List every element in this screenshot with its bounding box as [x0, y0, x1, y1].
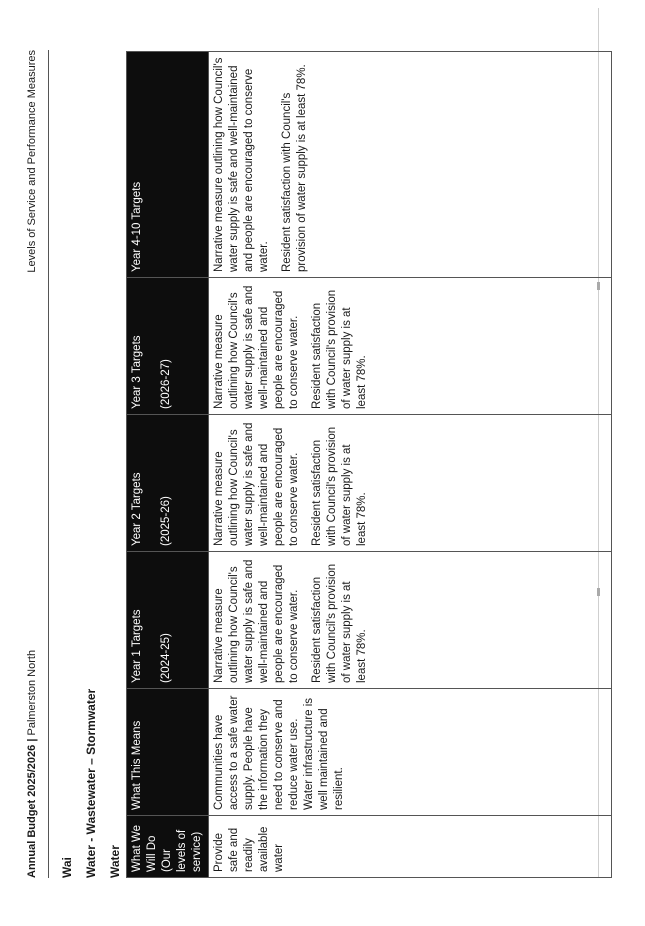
year2-narrative: Narrative measure outlining how Council's water supply is safe and well-maintained and people are encouraged to conserve water. [213, 422, 300, 546]
col-header-year4-10: Year 4-10 Targets [127, 52, 209, 278]
col-header-meaning: What This Means [127, 689, 209, 816]
org-name: Palmerston North [26, 649, 38, 736]
header-rule [48, 50, 49, 878]
cell-service: Provide safe and readily available water [209, 816, 612, 878]
col-header-year3: Year 3 Targets (2026-27) [127, 278, 209, 415]
page-header-left [26, 650, 38, 878]
year4-10-narrative: Narrative measure outlining how Council's water supply is safe and well-maintained and people are encouraged to conserve water. [213, 57, 270, 272]
section-title: Levels of Service and Performance Measures [26, 50, 38, 273]
cell-year3 [209, 278, 612, 415]
header-separator: | [26, 738, 38, 742]
heading-activity: Water [108, 845, 122, 878]
heading-group: Water - Wastewater – Stormwater [84, 688, 98, 878]
year3-narrative: Narrative measure outlining how Council's water supply is safe and well-maintained and people are encouraged to conserve water. [213, 285, 300, 409]
col-header-year2: Year 2 Targets (2025-26) [127, 415, 209, 552]
year1-narrative: Narrative measure outlining how Council's water supply is safe and well-maintained and people are encouraged to conserve water. [213, 559, 300, 683]
year4-10-satisfaction: Resident satisfaction with Council's provision of water supply is at least 78%. [281, 64, 308, 272]
cell-year4-10 [209, 52, 612, 278]
year2-satisfaction: Resident satisfaction with Council's provision of water supply is at least 78%. [311, 426, 368, 546]
year1-satisfaction: Resident satisfaction with Council's provision of water supply is at least 78%. [311, 563, 368, 683]
levels-of-service-table [126, 51, 612, 878]
cell-year1 [209, 552, 612, 689]
heading-maori: Wai [60, 857, 74, 878]
year3-satisfaction: Resident satisfaction with Council's provision of water supply is at least 78%. [311, 289, 368, 409]
table-row [209, 52, 612, 878]
doc-title: Annual Budget 2025/2026 [26, 744, 38, 878]
cell-year2 [209, 415, 612, 552]
cell-meaning: Communities have access to a safe water supply. People have the information they need to conserve and reduce water use. Water infrastructure is well maintained and resilient. [209, 689, 612, 816]
table-header-row [127, 52, 209, 878]
col-header-service: What We Will Do (Our levels of service) [127, 816, 209, 878]
col-header-year1: Year 1 Targets (2024-25) [127, 552, 209, 689]
